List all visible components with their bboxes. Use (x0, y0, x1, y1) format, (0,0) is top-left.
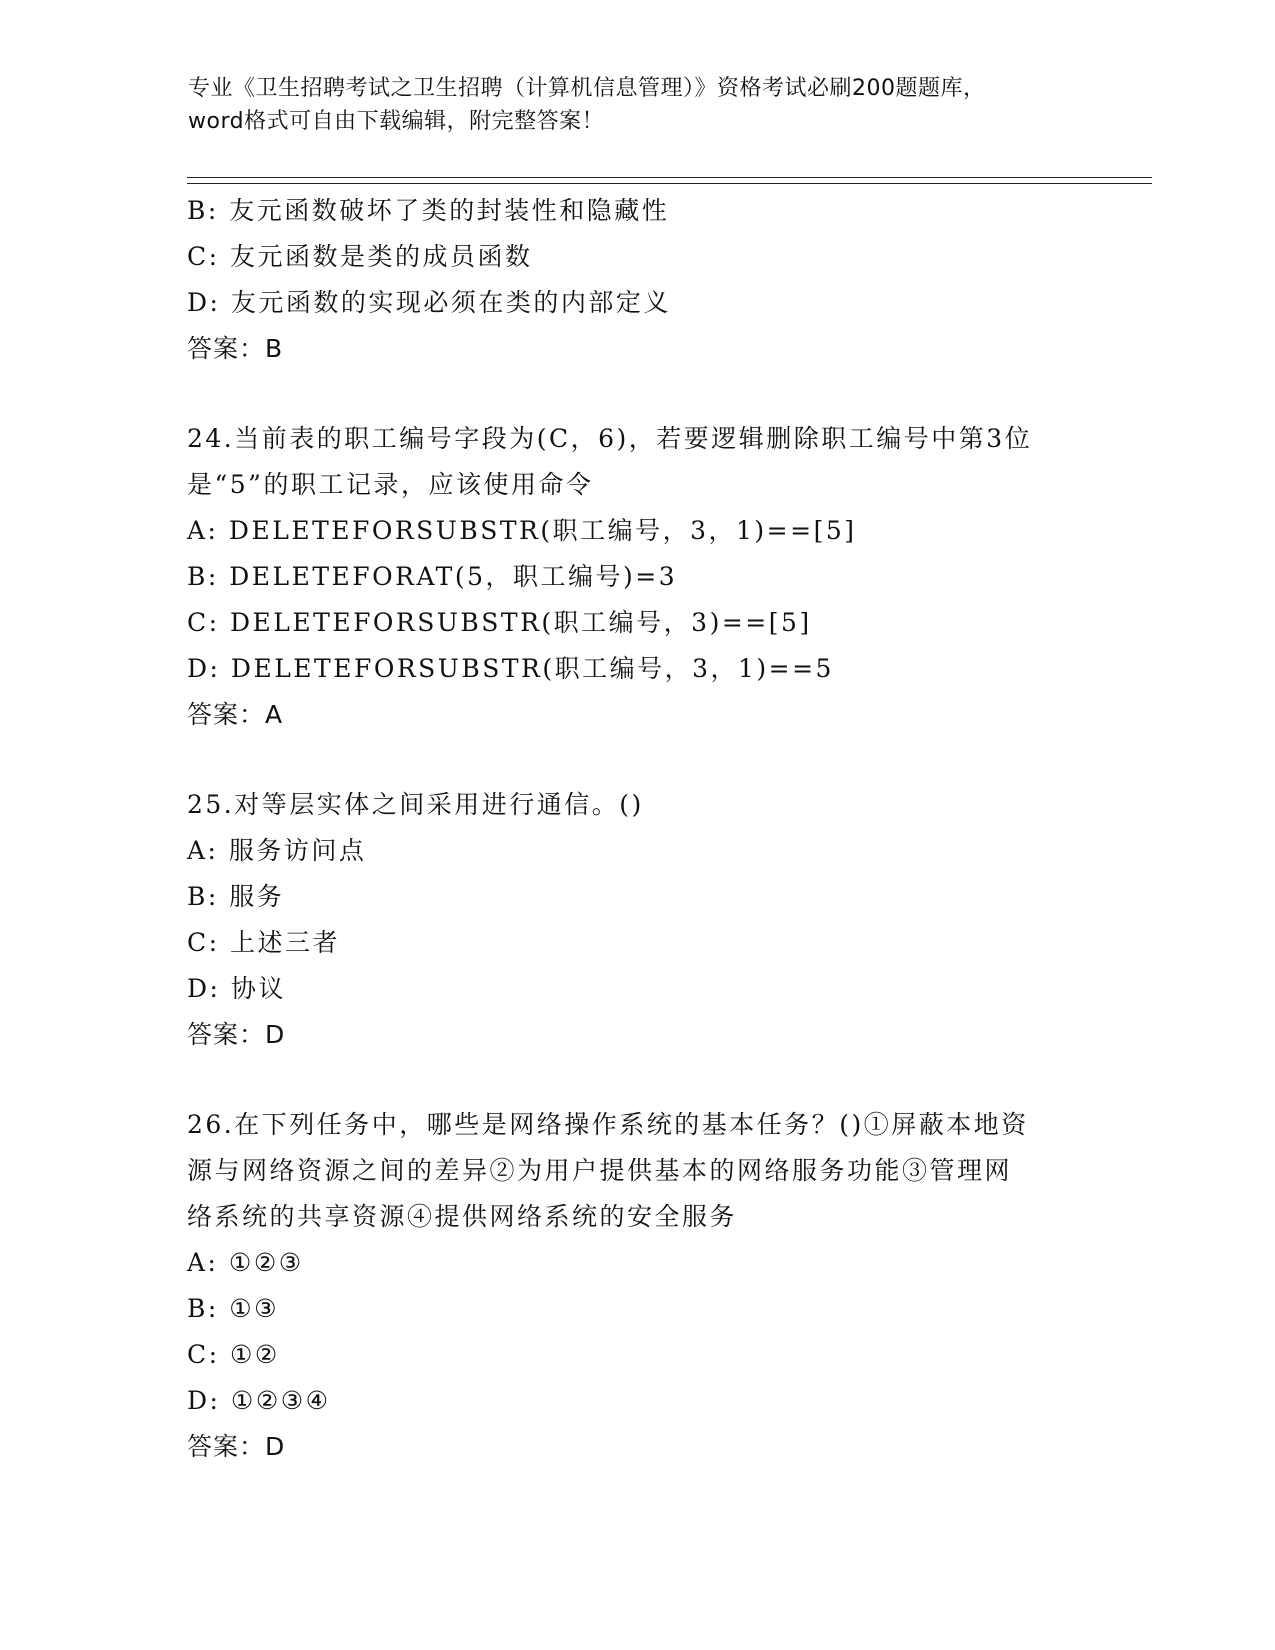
question-24 (187, 416, 1087, 738)
option-d: D: 友元函数的实现必须在类的内部定义 (187, 288, 671, 317)
option-b: B: DELETEFORAT(5，职工编号)=3 (187, 562, 678, 591)
header-divider-bottom (187, 183, 1152, 184)
spacer (187, 738, 1087, 782)
question-text-line: 24.当前表的职工编号字段为(C，6)，若要逻辑删除职工编号中第3位 (187, 424, 1033, 453)
answer: 答案：D (187, 1432, 286, 1461)
option-c: C: 上述三者 (187, 928, 340, 957)
question-26 (187, 1102, 1087, 1470)
question-23-partial (187, 188, 1087, 372)
question-text-line: 是“5”的职工记录，应该使用命令 (187, 470, 594, 499)
option-a: A: DELETEFORSUBSTR(职工编号，3，1)==[5] (187, 516, 857, 545)
option-c: C: ①② (187, 1340, 280, 1369)
spacer (187, 1058, 1087, 1102)
option-c: C: 友元函数是类的成员函数 (187, 242, 533, 271)
option-d: D: 协议 (187, 974, 286, 1003)
option-d: D: ①②③④ (187, 1386, 331, 1415)
option-b: B: ①③ (187, 1294, 280, 1323)
document-body (187, 188, 1087, 1470)
option-a: A: 服务访问点 (187, 836, 367, 865)
header-divider-top (187, 177, 1152, 178)
answer: 答案：B (187, 334, 284, 363)
question-text-line: 26.在下列任务中，哪些是网络操作系统的基本任务？()①屏蔽本地资 (187, 1110, 1029, 1139)
header-line-2: word格式可自由下载编辑，附完整答案！ (188, 109, 605, 134)
question-text-line: 络系统的共享资源④提供网络系统的安全服务 (187, 1202, 738, 1231)
option-b: B: 友元函数破坏了类的封装性和隐藏性 (187, 196, 670, 225)
option-b: B: 服务 (187, 882, 285, 911)
document-header (188, 72, 1088, 138)
answer: 答案：D (187, 1020, 286, 1049)
option-d: D: DELETEFORSUBSTR(职工编号，3，1)==5 (187, 654, 834, 683)
option-a: A: ①②③ (187, 1248, 304, 1277)
answer: 答案：A (187, 700, 284, 729)
spacer (187, 372, 1087, 416)
question-text-line: 25.对等层实体之间采用进行通信。() (187, 790, 644, 819)
question-text-line: 源与网络资源之间的差异②为用户提供基本的网络服务功能③管理网 (187, 1156, 1013, 1185)
header-line-1: 专业《卫生招聘考试之卫生招聘（计算机信息管理）》资格考试必刷200题题库， (188, 76, 986, 101)
option-c: C: DELETEFORSUBSTR(职工编号，3)==[5] (187, 608, 812, 637)
question-25 (187, 782, 1087, 1058)
